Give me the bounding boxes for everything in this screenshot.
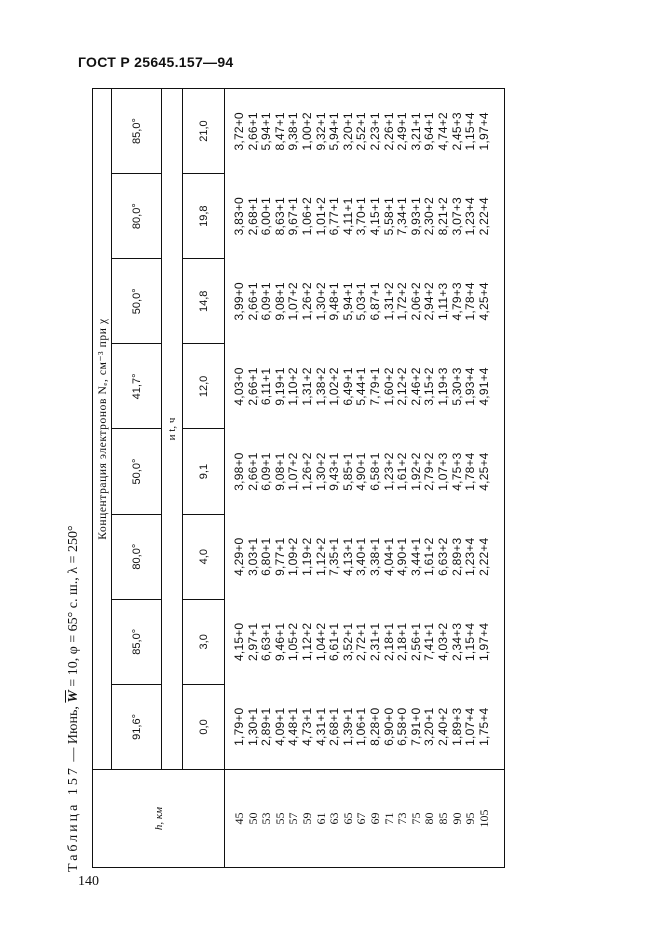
table-cell: 1,00+2 [299,112,314,151]
table-cell: 5,03+1 [354,282,369,321]
table-cell: 5,94+1 [259,112,274,151]
table-cell: 4,91+4 [476,367,491,406]
table-cell: 6,87+1 [367,282,382,321]
table-cell: 4,90+1 [354,452,369,491]
table-cell: 1,31+2 [381,282,396,321]
table-cell: 5,44+1 [354,367,369,406]
table-cell: 1,07+3 [435,452,450,491]
value-column [225,174,505,259]
table-cell: 2,97+1 [245,622,260,661]
table-cell: 1,26+2 [299,452,314,491]
table-cell: 1,97+4 [476,622,491,661]
table-cell: 4,25+4 [476,282,491,321]
h-value: 69 [367,812,382,825]
table-cell: 3,40+1 [354,537,369,576]
table-cell: 1,30+2 [313,452,328,491]
table-cell: 9,77+1 [272,537,287,576]
table-cell: 7,79+1 [367,367,382,406]
table-cell: 5,94+1 [340,282,355,321]
table-cell: 3,20+1 [340,112,355,151]
table-cell: 1,09+2 [286,537,301,576]
chi-header: 41,7° [112,344,162,429]
h-value: 85 [435,812,450,825]
table-cell: 2,26+1 [381,112,396,151]
table-cell: 5,85+1 [340,452,355,491]
table-cell: 1,07+2 [286,452,301,491]
table-cell: 1,10+2 [286,367,301,406]
h-value: 73 [395,812,410,825]
table-cell: 5,58+1 [381,197,396,236]
table-cell: 1,75+4 [476,707,491,746]
table-cell: 3,21+1 [408,112,423,151]
t-row [183,89,225,868]
table-cell: 4,31+1 [313,707,328,746]
table-cell: 3,72+0 [232,112,246,151]
h-value: 55 [272,812,287,825]
chi-header: 80,0° [112,174,162,259]
h-value: 50 [245,812,260,825]
table-cell: 1,12+2 [299,622,314,661]
t-header: 0,0 [197,719,210,735]
h-header: h, км [152,806,165,831]
table-cell: 1,23+4 [463,537,478,576]
table-cell: 1,12+2 [313,537,328,576]
table-cell: 1,78+4 [463,282,478,321]
table-cell: 2,40+2 [435,707,450,746]
table-cell: 1,30+2 [313,282,328,321]
table-cell: 2,31+1 [367,622,382,661]
table-cell: 6,58+0 [395,707,410,746]
table-cell: 6,58+1 [367,452,382,491]
table-cell: 2,22+4 [476,537,491,576]
chi-header: 80,0° [112,514,162,599]
table-cell: 1,19+2 [299,537,314,576]
h-value: 95 [463,812,478,825]
table-cell: 4,15+1 [367,197,382,236]
h-value: 63 [327,812,342,825]
table-cell: 1,04+2 [313,622,328,661]
table-cell: 2,94+2 [422,282,437,321]
table-cell: 1,01+2 [313,197,328,236]
table-caption-w: $\overline{W}$ [66,690,81,703]
h-value: 53 [259,812,274,825]
table-cell: 2,23+1 [367,112,382,151]
h-value: 57 [286,812,301,825]
table-cell: 8,21+2 [435,197,450,236]
t-header: 9,1 [183,429,225,514]
value-column [225,599,505,684]
header-sub: и t, ч [162,89,183,770]
table-cell: 1,89+3 [449,707,464,746]
table-cell: 1,72+2 [395,282,410,321]
table-cell: 4,09+1 [272,707,287,746]
table-cell: 1,30+1 [245,707,260,746]
table-cell: 9,08+1 [272,452,287,491]
table-cell: 1,23+2 [381,452,396,491]
table-cell: 2,52+1 [354,112,369,151]
table-cell: 6,80+1 [259,537,274,576]
h-value: 105 [476,809,491,828]
table-cell: 1,61+2 [395,452,410,491]
table-cell: 6,11+1 [259,367,274,406]
table-cell: 1,38+2 [313,367,328,406]
table-cell: 1,39+1 [340,707,355,746]
value-column [225,344,505,429]
table-cell: 2,66+1 [245,282,260,321]
table-caption [64,452,84,872]
table-cell: 1,06+2 [299,197,314,236]
table-cell: 3,44+1 [408,537,423,576]
value-column [225,684,505,769]
table-cell: 4,03+0 [232,367,246,406]
electron-density-table [92,88,505,868]
table-cell: 1,11+3 [435,282,450,320]
table-cell: 6,49+1 [340,367,355,406]
table-cell: 2,22+4 [476,197,491,236]
table-cell: 3,07+3 [449,197,464,236]
table-cell: 9,43+1 [327,452,342,491]
table-cell: 1,19+3 [435,367,450,406]
table-cell: 1,79+0 [232,707,246,746]
table-cell: 1,60+2 [381,367,396,406]
table-cell: 5,94+1 [327,112,342,151]
table-cell: 6,90+0 [381,707,396,746]
table-cell: 6,00+1 [259,197,274,236]
table-cell: 6,63+2 [435,537,450,576]
table-cell: 1,15+4 [463,622,478,661]
table-cell: 2,66+1 [245,452,260,491]
table-caption-text: — Июнь, [66,702,81,766]
table-cell: 1,26+2 [299,282,314,321]
h-value: 45 [232,812,246,825]
header-main: Концентрация электронов Nₑ, см⁻³ при χ [93,89,112,770]
table-cell: 9,19+1 [272,367,287,406]
table-cell: 2,18+1 [381,622,396,661]
table-cell: 2,56+1 [408,622,423,661]
table-cell: 3,03+1 [245,537,260,576]
table-cell: 3,70+1 [354,197,369,236]
table-cell: 6,09+1 [259,282,274,321]
h-value: 65 [340,812,355,825]
table-cell: 6,09+1 [259,452,274,491]
table-cell: 2,66+1 [245,112,260,151]
t-header: 14,8 [183,259,225,344]
table-cell: 2,68+1 [327,707,342,746]
table-cell: 9,48+1 [327,282,342,321]
h-value: 61 [313,812,328,825]
table-cell: 3,83+0 [232,197,246,236]
table-cell: 4,04+1 [381,537,396,576]
table-cell: 6,77+1 [327,197,342,236]
table-cell: 2,49+1 [395,112,410,151]
table-cell: 2,46+2 [408,367,423,406]
table-cell: 4,03+2 [435,622,450,661]
table-cell: 1,23+4 [463,197,478,236]
table-cell: 3,98+0 [232,452,246,491]
table-cell: 1,97+4 [476,112,491,151]
h-value: 75 [408,812,423,825]
table-cell: 9,32+1 [313,112,328,151]
table-cell: 3,52+1 [340,622,355,661]
table-cell: 3,38+1 [367,537,382,576]
table-cell: 8,63+1 [272,197,287,236]
table-cell: 4,75+3 [449,452,464,491]
table-cell: 2,72+1 [354,622,369,661]
table-cell: 4,25+4 [476,452,491,491]
table-cell: 8,28+0 [367,707,382,746]
h-values [225,770,505,868]
table-cell: 1,06+1 [354,707,369,746]
chi-header: 91,6° [130,714,143,740]
table-cell: 4,79+3 [449,282,464,321]
chi-header: 85,0° [112,599,162,684]
h-header-cell [93,770,225,868]
table-cell: 4,74+2 [435,112,450,151]
t-header: 21,0 [183,89,225,174]
page-number: 140 [78,874,99,889]
table-cell: 3,99+0 [232,282,246,321]
table-cell: 2,89+3 [449,537,464,576]
data-row [225,89,505,868]
table-cell: 1,61+2 [422,537,437,576]
table-cell: 7,35+1 [327,537,342,576]
chi-header: 50,0° [112,429,162,514]
h-value: 80 [422,812,437,825]
table-cell: 1,15+4 [463,112,478,151]
t-header: 4,0 [183,514,225,599]
table-cell: 3,15+2 [422,367,437,406]
table-cell: 1,78+4 [463,452,478,491]
chi-row [112,89,162,868]
table-cell: 9,46+1 [272,622,287,661]
table-cell: 1,93+4 [463,367,478,406]
table-cell: 4,13+1 [340,537,355,576]
table-cell: 1,05+2 [286,622,301,661]
h-value: 71 [381,812,396,825]
table-cell: 1,07+4 [463,707,478,746]
table-cell: 4,15+0 [232,622,246,661]
chi-header: 85,0° [112,89,162,174]
table-cell: 4,48+1 [286,707,301,746]
table-cell: 4,11+1 [340,197,355,235]
t-header: 3,0 [183,599,225,684]
table-cell: 4,90+1 [395,537,410,576]
table-cell: 4,29+0 [232,537,246,576]
table-cell: 9,93+1 [408,197,423,236]
value-column [225,429,505,514]
page-header: ГОСТ Р 25645.157—94 [78,54,234,70]
table-cell: 2,79+2 [422,452,437,491]
table-cell: 2,89+1 [259,707,274,746]
value-column [225,514,505,599]
table-cell: 2,66+1 [245,367,260,406]
chi-header: 50,0° [112,259,162,344]
table-caption-label: Таблица 157 [66,765,81,872]
table-cell: 2,34+3 [449,622,464,661]
table-cell: 2,18+1 [395,622,410,661]
table-cell: 9,64+1 [422,112,437,151]
table-cell: 7,34+1 [395,197,410,236]
t-header: 19,8 [183,174,225,259]
table-cell: 9,67+1 [286,197,301,236]
table-cell: 2,12+2 [395,367,410,406]
table-cell: 9,38+1 [286,112,301,151]
table-cell: 2,30+2 [422,197,437,236]
table-cell: 7,41+1 [422,622,437,661]
table-cell: 6,61+1 [327,622,342,661]
table-cell: 1,31+2 [299,367,314,406]
value-column [225,89,505,174]
table-cell: 7,91+0 [408,707,423,746]
table-cell: 2,68+1 [245,197,260,236]
table-cell: 2,06+2 [408,282,423,321]
table-cell: 9,08+1 [272,282,287,321]
h-value: 90 [449,812,464,825]
h-value: 59 [299,812,314,825]
value-column [225,259,505,344]
table-cell: 4,73+1 [299,707,314,746]
table-cell: 6,63+1 [259,622,274,661]
h-value: 67 [354,812,369,825]
table-cell: 3,20+1 [422,707,437,746]
table-cell: 1,02+2 [327,367,342,406]
table-cell: 5,30+3 [449,367,464,406]
table-cell: 2,45+3 [449,112,464,151]
table-caption-rest: = 10, φ = 65° с. ш., λ = 250° [66,525,81,691]
table-cell: 1,07+2 [286,282,301,321]
t-header: 12,0 [183,344,225,429]
table-cell: 1,92+2 [408,452,423,491]
table-cell: 8,47+1 [272,112,287,151]
